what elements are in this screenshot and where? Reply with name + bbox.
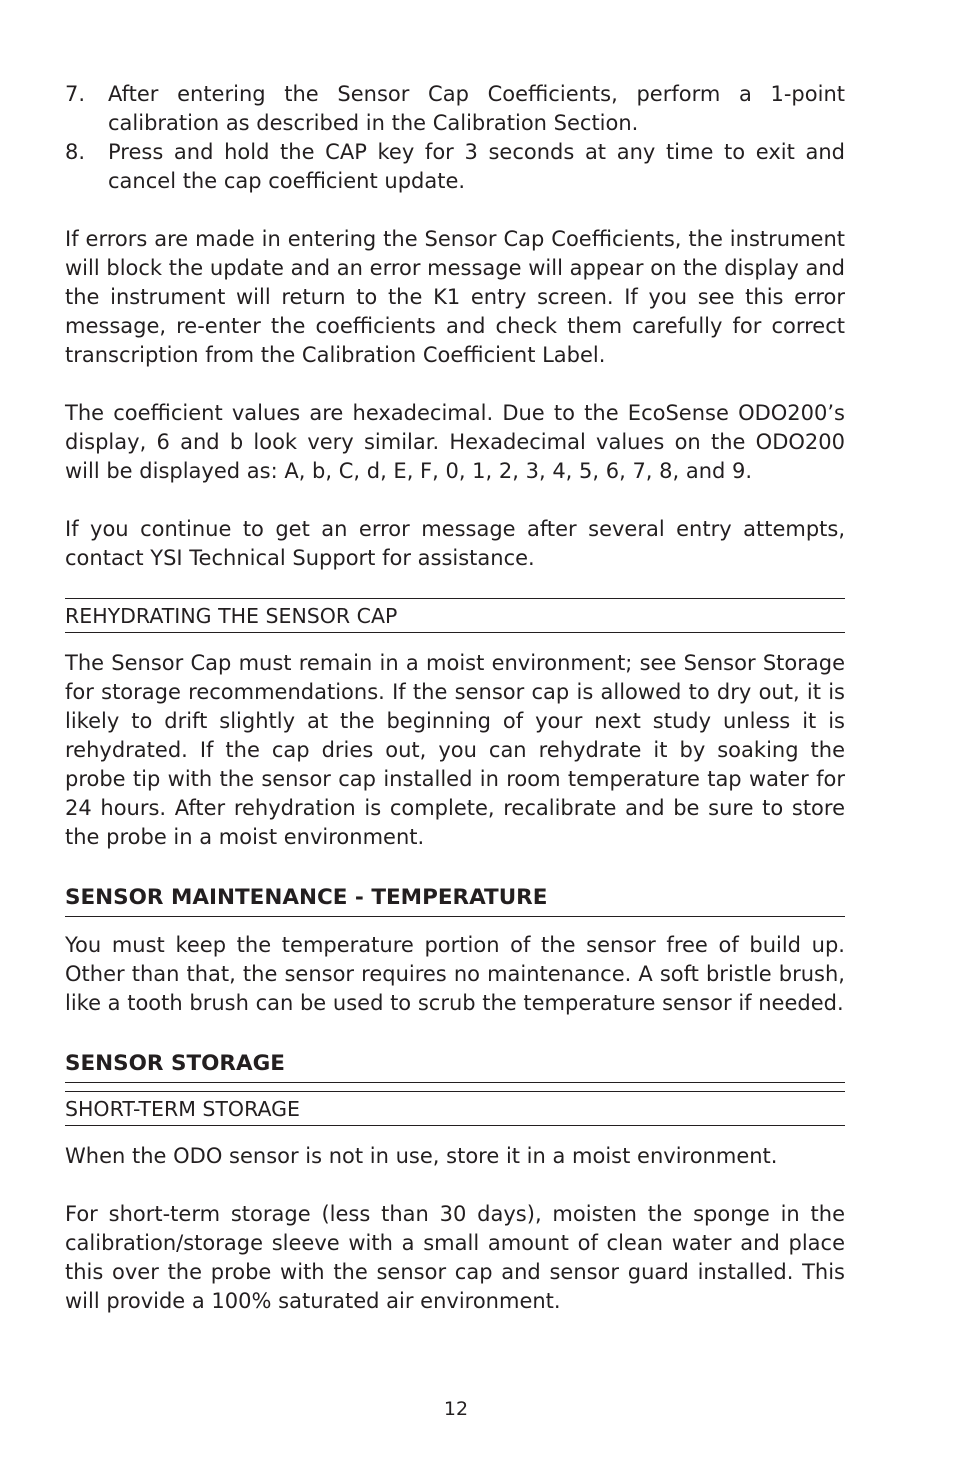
- paragraph-hexadecimal: The coefficient values are hexadecimal. Due to the EcoSense ODO200’s display, 6 and b look very similar. Hexadecimal values on the ODO200 will be displayed as: A, b, C, d, E, F, 0, 1, 2, 3, 4, 5, 6, 7, 8, and 9.: [65, 401, 845, 483]
- document-page: [65, 80, 845, 1316]
- paragraph-maintenance: You must keep the temperature portion of the sensor free of build up. Other than that, the sensor requires no maintenance. A soft bristle brush, like a tooth brush can be used to scrub the temperature sensor if needed.: [65, 933, 845, 1015]
- list-item-step-7: [65, 80, 845, 138]
- paragraph-rehydrating: The Sensor Cap must remain in a moist environment; see Sensor Storage for storage recommendations. If the sensor cap is allowed to dry out, it is likely to drift slightly at the beginning of your next study unless it is rehydrated. If the cap dries out, you can rehydrate it by soaking the probe tip with the sensor cap installed in room temperature tap water for 24 hours. After rehydration is complete, recalibrate and be sure to store the probe in a moist environment.: [65, 651, 845, 849]
- list-item-step-8: [65, 138, 845, 196]
- subheading-rehydrating: REHYDRATING THE SENSOR CAP: [65, 598, 845, 633]
- step-text: After entering the Sensor Cap Coefficients, perform a 1-point calibration as described in the Calibration Section.: [108, 82, 845, 135]
- page-number: 12: [443, 1398, 469, 1420]
- heading-sensor-maintenance: SENSOR MAINTENANCE - TEMPERATURE: [65, 884, 845, 917]
- subheading-short-term-storage: SHORT-TERM STORAGE: [65, 1091, 845, 1126]
- step-number: 7.: [65, 82, 86, 106]
- step-text: Press and hold the CAP key for 3 seconds at any time to exit and cancel the cap coefficient update.: [108, 140, 845, 193]
- paragraph-short-term-storage: For short-term storage (less than 30 days), moisten the sponge in the calibration/storage sleeve with a small amount of clean water and place this over the probe with the sensor cap and sensor guard installed. This will provide a 100% saturated air environment.: [65, 1202, 845, 1313]
- paragraph-errors: If errors are made in entering the Sensor Cap Coefficients, the instrument will block the update and an error message will appear on the display and the instrument will return to the K1 entry screen. If you see this error message, re-enter the coefficients and check them carefully for correct transcription from the Calibration Coefficient Label.: [65, 227, 845, 367]
- step-number: 8.: [65, 140, 86, 164]
- paragraph-support: If you continue to get an error message after several entry attempts, contact YSI Technical Support for assistance.: [65, 517, 845, 570]
- paragraph-storage-not-in-use: When the ODO sensor is not in use, store it in a moist environment.: [65, 1144, 778, 1168]
- heading-sensor-storage: SENSOR STORAGE: [65, 1050, 845, 1083]
